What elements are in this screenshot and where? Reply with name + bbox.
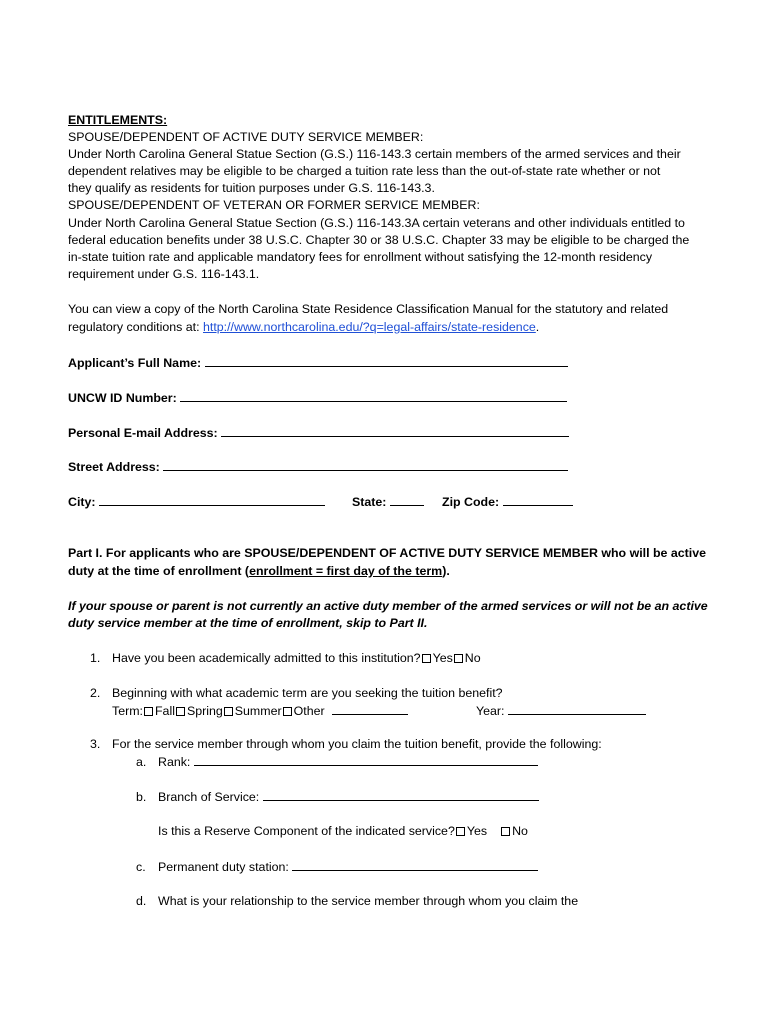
part1-line-2-prefix: duty at the time of enrollment ( (68, 564, 250, 578)
question-1-number: 1. (90, 651, 101, 665)
q1-no-checkbox[interactable] (454, 654, 463, 663)
q3a-row (136, 753, 538, 771)
veteran-line-4: requirement under G.S. 116-143.1. (68, 267, 260, 281)
question-1 (90, 650, 481, 667)
question-2-text: Beginning with what academic term are you seeking the tuition benefit? (112, 686, 503, 700)
city-label: City: (68, 495, 96, 509)
q3c-row (136, 858, 538, 876)
question-3 (90, 736, 602, 753)
active-duty-line-3: they qualify as residents for tuition purposes under G.S. 116-143.3. (68, 181, 435, 195)
state-label: State: (352, 495, 387, 509)
spring-label: Spring (186, 704, 223, 718)
term-row (112, 702, 408, 720)
skip-note-line-1: If your spouse or parent is not currently an active duty member of the armed services or will not be an active (68, 599, 708, 613)
uncw-id-row (68, 389, 567, 407)
enrollment-definition: enrollment = first day of the term (249, 564, 443, 578)
skip-note-line-2: duty service member at the time of enrollment, skip to Part II. (68, 616, 428, 630)
state-field[interactable] (390, 493, 424, 506)
duty-station-field[interactable] (292, 858, 538, 871)
part1-line-1: Part I. For applicants who are SPOUSE/DEPENDENT OF ACTIVE DUTY SERVICE MEMBER who will be active (68, 546, 707, 560)
email-field[interactable] (221, 424, 569, 437)
state-row (352, 493, 424, 511)
uncw-id-field[interactable] (180, 389, 567, 402)
entitlements-heading: ENTITLEMENTS: (68, 113, 168, 127)
reserve-row (158, 823, 528, 840)
year-row (476, 702, 646, 720)
part1-line-2 (68, 563, 450, 580)
question-1-text: Have you been academically admitted to this institution? (112, 651, 421, 665)
full-name-label: Applicant’s Full Name: (68, 356, 202, 370)
active-duty-line-2: dependent relatives may be eligible to be charged a tuition rate less than the out-of-state rate whether or not (68, 164, 661, 178)
rank-label: Rank: (158, 755, 191, 769)
branch-field[interactable] (263, 788, 539, 801)
q3c-letter: c. (136, 860, 146, 874)
active-duty-title: SPOUSE/DEPENDENT OF ACTIVE DUTY SERVICE MEMBER: (68, 130, 424, 144)
street-label: Street Address: (68, 460, 160, 474)
manual-line-2-prefix: regulatory conditions at: (68, 320, 203, 334)
city-field[interactable] (99, 493, 325, 506)
uncw-id-label: UNCW ID Number: (68, 391, 177, 405)
fall-checkbox[interactable] (144, 707, 153, 716)
email-label: Personal E-mail Address: (68, 426, 218, 440)
zip-label: Zip Code: (442, 495, 500, 509)
active-duty-line-1: Under North Carolina General Statue Section (G.S.) 116-143.3 certain members of the armed services and their (68, 147, 681, 161)
q1-no-label: No (464, 651, 481, 665)
manual-line-1: You can view a copy of the North Carolina State Residence Classification Manual for the statutory and related (68, 302, 669, 316)
reserve-question: Is this a Reserve Component of the indicated service? (158, 824, 455, 838)
duty-station-label: Permanent duty station: (158, 860, 289, 874)
manual-line-2 (68, 319, 539, 336)
zip-row (442, 493, 573, 511)
reserve-no-label: No (512, 824, 528, 838)
residence-manual-link[interactable]: http://www.northcarolina.edu/?q=legal-affairs/state-residence (203, 320, 536, 334)
street-field[interactable] (163, 458, 568, 471)
other-checkbox[interactable] (283, 707, 292, 716)
q1-yes-label: Yes (432, 651, 453, 665)
q3d-row (136, 893, 578, 910)
summer-label: Summer (234, 704, 282, 718)
summer-checkbox[interactable] (224, 707, 233, 716)
term-label: Term: (112, 704, 143, 718)
year-label: Year: (476, 704, 505, 718)
full-name-row (68, 354, 568, 372)
veteran-title: SPOUSE/DEPENDENT OF VETERAN OR FORMER SERVICE MEMBER: (68, 198, 480, 212)
street-row (68, 458, 568, 476)
year-field[interactable] (508, 702, 646, 715)
manual-line-2-suffix: . (535, 320, 540, 334)
email-row (68, 424, 569, 442)
question-2-number: 2. (90, 686, 101, 700)
branch-label: Branch of Service: (158, 790, 260, 804)
other-term-field[interactable] (332, 702, 408, 715)
q3b-row (136, 788, 539, 806)
q3a-letter: a. (136, 755, 147, 769)
question-2 (90, 685, 503, 702)
rank-field[interactable] (194, 753, 538, 766)
fall-label: Fall (154, 704, 175, 718)
veteran-line-1: Under North Carolina General Statue Section (G.S.) 116-143.3A certain veterans and other individuals entitled to (68, 216, 685, 230)
part1-line-2-suffix: ). (442, 564, 450, 578)
veteran-line-2: federal education benefits under 38 U.S.C. Chapter 30 or 38 U.S.C. Chapter 33 may be eligible to be charged the (68, 233, 690, 247)
veteran-line-3: in-state tuition rate and applicable mandatory fees for enrollment without satisfying the 12-month residency (68, 250, 653, 264)
question-3-number: 3. (90, 737, 101, 751)
reserve-no-checkbox[interactable] (501, 827, 510, 836)
question-3-text: For the service member through whom you claim the tuition benefit, provide the following: (112, 737, 602, 751)
spring-checkbox[interactable] (176, 707, 185, 716)
other-label: Other (293, 704, 325, 718)
q1-yes-checkbox[interactable] (422, 654, 431, 663)
zip-field[interactable] (503, 493, 573, 506)
city-row (68, 493, 325, 511)
full-name-field[interactable] (205, 354, 568, 367)
relationship-question: What is your relationship to the service member through whom you claim the (158, 894, 579, 908)
q3b-letter: b. (136, 790, 147, 804)
reserve-yes-label: Yes (466, 824, 488, 838)
reserve-yes-checkbox[interactable] (456, 827, 465, 836)
q3d-letter: d. (136, 894, 147, 908)
